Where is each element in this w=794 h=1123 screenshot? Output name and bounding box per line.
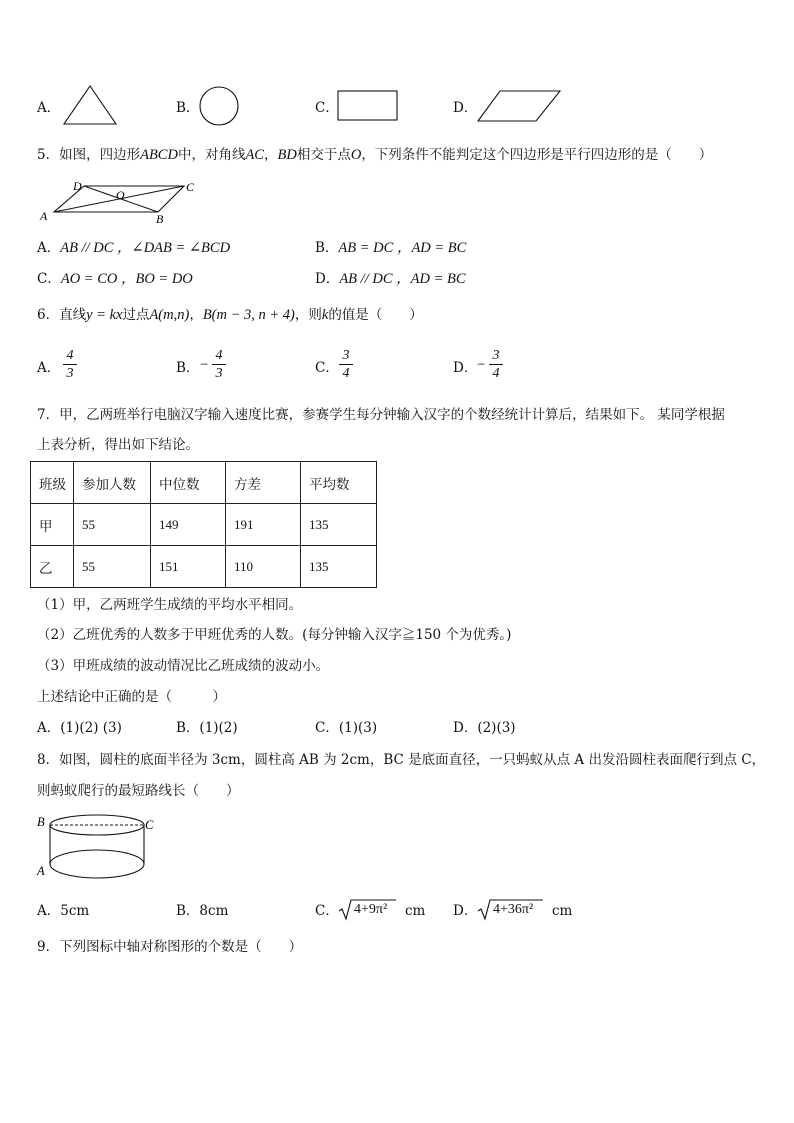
table-row bbox=[31, 504, 377, 546]
q5-ac: AC bbox=[245, 147, 264, 163]
q7-option-c-label: C． bbox=[315, 720, 339, 736]
q6-stem-text-2: 过点 bbox=[122, 307, 150, 323]
q8-option-a-text: 5cm bbox=[60, 903, 90, 919]
q7-option-c-text: (1)(3) bbox=[338, 720, 378, 736]
q9-stem: 9．下列图标中轴对称图形的个数是（ ） bbox=[37, 939, 303, 955]
table-cell: 149 bbox=[151, 504, 226, 546]
table-cell: 甲 bbox=[31, 504, 74, 546]
q8-option-b bbox=[176, 902, 228, 920]
q8-option-d-label: D． bbox=[453, 903, 478, 919]
table-cell: 55 bbox=[74, 504, 151, 546]
q5-bd: BD bbox=[277, 147, 297, 163]
q4-option-d-label: D． bbox=[453, 100, 478, 116]
q5-option-b-text: AB = DC ，AD = BC bbox=[338, 240, 467, 256]
q6-point-a: A(m,n) bbox=[149, 307, 190, 323]
q4-option-b-label: B． bbox=[176, 100, 200, 116]
q6-option-c-den: 4 bbox=[342, 366, 350, 381]
q6-option-c-fraction bbox=[339, 348, 353, 381]
q5-label-d: D bbox=[73, 179, 82, 193]
rectangle-figure bbox=[337, 90, 399, 122]
q6-stem-text: 6．直线 bbox=[37, 307, 87, 323]
table-header-cell: 班级 bbox=[31, 462, 74, 504]
table-header-cell: 平均数 bbox=[301, 462, 377, 504]
q6-equation: y = kx bbox=[86, 307, 123, 323]
q7-option-c bbox=[315, 719, 377, 737]
q6-point-b: B(m − 3, n + 4) bbox=[202, 307, 295, 323]
q6-option-d-sign: − bbox=[477, 357, 486, 373]
q8-label-c: C bbox=[145, 818, 154, 832]
q7-conclusion-2: （2）乙班优秀的人数多于甲班优秀的人数。(每分钟输入汉字≧150 个为优秀。) bbox=[37, 627, 512, 643]
q7-option-a-text: (1)(2) (3) bbox=[60, 720, 122, 736]
q5-option-a-label: A． bbox=[37, 240, 61, 256]
q7-conclusion-1: （1）甲，乙两班学生成绩的平均水平相同。 bbox=[37, 597, 303, 613]
q6-option-b-num: 4 bbox=[215, 348, 223, 363]
q6-option-b-den: 3 bbox=[215, 366, 223, 381]
q8-option-b-label: B． bbox=[176, 903, 200, 919]
table-header-cell: 方差 bbox=[226, 462, 301, 504]
q5-stem-text-4: ，下列条件不能判定这个四边形是平行四边形的是（ ） bbox=[361, 147, 713, 163]
table-cell: 55 bbox=[74, 546, 151, 588]
q6-stem bbox=[37, 306, 423, 324]
q5-abcd: ABCD bbox=[140, 147, 178, 163]
q7-option-b-text: (1)(2) bbox=[199, 720, 238, 736]
q8-option-d-radicand: 4+36π² bbox=[493, 902, 534, 917]
q5-label-o: O bbox=[116, 188, 125, 202]
q7-option-d bbox=[453, 719, 516, 737]
q5-label-c: C bbox=[186, 180, 195, 194]
q6-option-a-num: 4 bbox=[66, 348, 74, 363]
q7-question: 上述结论中正确的是（ ） bbox=[37, 689, 226, 705]
q5-sep: ， bbox=[263, 147, 278, 163]
q5-stem bbox=[37, 146, 712, 164]
q8-label-b: B bbox=[37, 815, 45, 829]
q6-option-a-fraction bbox=[63, 348, 77, 381]
q6-option-d-label: D． bbox=[453, 360, 478, 376]
q8-option-a-label: A． bbox=[37, 903, 61, 919]
q8-option-c-unit: cm bbox=[405, 903, 426, 919]
q6-option-d-den: 4 bbox=[492, 366, 500, 381]
q6-stem-text-3: ，则 bbox=[294, 307, 322, 323]
q7-option-a bbox=[37, 719, 122, 737]
q5-option-b bbox=[315, 239, 466, 257]
q5-option-d bbox=[315, 270, 466, 288]
q7-stem-line-2: 上表分析，得出如下结论。 bbox=[37, 437, 199, 453]
q6-sep: ， bbox=[189, 307, 203, 323]
q5-option-d-label: D． bbox=[315, 271, 340, 287]
q8-stem-line-1: 8．如图，圆柱的底面半径为 3cm，圆柱高 AB 为 2cm，BC 是底面直径，一只蚂蚁从点 A 出发沿圆柱表面爬行到点 C， bbox=[37, 752, 766, 768]
q8-option-c-label: C． bbox=[315, 903, 339, 919]
q8-option-d-unit: cm bbox=[552, 903, 573, 919]
q8-label-a: A bbox=[37, 864, 45, 878]
q5-option-c-label: C． bbox=[37, 271, 61, 287]
table-cell: 110 bbox=[226, 546, 301, 588]
table-header-cell: 中位数 bbox=[151, 462, 226, 504]
q5-o: O bbox=[350, 147, 362, 163]
q6-option-a-den: 3 bbox=[66, 366, 74, 381]
table-cell: 乙 bbox=[31, 546, 74, 588]
q6-option-b-label: B． bbox=[176, 360, 200, 376]
q7-option-b-label: B． bbox=[176, 720, 200, 736]
table-cell: 191 bbox=[226, 504, 301, 546]
q4-option-a-label: A． bbox=[37, 100, 61, 116]
q6-k: k bbox=[321, 307, 329, 323]
q7-option-d-text: (2)(3) bbox=[477, 720, 516, 736]
q5-stem-text: 5．如图，四边形 bbox=[37, 147, 141, 163]
q6-option-b-fraction bbox=[212, 348, 226, 381]
q7-option-a-label: A． bbox=[37, 720, 61, 736]
table-cell: 135 bbox=[301, 546, 377, 588]
q8-cylinder-diagram bbox=[36, 812, 160, 884]
q8-option-a bbox=[37, 902, 89, 920]
parallelogram-figure bbox=[476, 89, 562, 123]
q5-stem-text-2: 中，对角线 bbox=[177, 147, 246, 163]
q7-option-b bbox=[176, 719, 238, 737]
q5-label-b: B bbox=[156, 212, 164, 226]
q5-stem-text-3: 相交于点 bbox=[296, 147, 351, 163]
q5-option-a bbox=[37, 239, 230, 257]
q6-option-c-label: C． bbox=[315, 360, 339, 376]
circle-figure bbox=[198, 85, 242, 127]
q6-option-d-num: 3 bbox=[492, 348, 500, 363]
q5-label-a: A bbox=[40, 209, 48, 223]
q6-option-b-sign: − bbox=[200, 357, 209, 373]
q7-stats-table bbox=[30, 461, 377, 588]
table-cell: 135 bbox=[301, 504, 377, 546]
q6-option-a-label: A． bbox=[37, 360, 61, 376]
q5-parallelogram-diagram bbox=[36, 178, 200, 226]
q8-option-c-radicand: 4+9π² bbox=[354, 902, 388, 917]
table-cell: 151 bbox=[151, 546, 226, 588]
q5-option-b-label: B． bbox=[315, 240, 339, 256]
table-row bbox=[31, 546, 377, 588]
q4-option-c-label: C． bbox=[315, 100, 339, 116]
triangle-figure bbox=[62, 84, 118, 126]
table-header-row bbox=[31, 462, 377, 504]
q5-option-c bbox=[37, 270, 193, 288]
q5-option-a-text: AB // DC ，∠DAB = ∠BCD bbox=[60, 240, 231, 256]
q5-option-c-text: AO = CO ，BO = DO bbox=[60, 271, 193, 287]
table-header-cell: 参加人数 bbox=[74, 462, 151, 504]
q8-stem-line-2: 则蚂蚁爬行的最短路线长（ ） bbox=[37, 783, 240, 799]
q7-conclusion-3: （3）甲班成绩的波动情况比乙班成绩的波动小。 bbox=[37, 658, 330, 674]
q5-option-d-text: AB // DC ，AD = BC bbox=[339, 271, 466, 287]
q7-option-d-label: D． bbox=[453, 720, 478, 736]
q6-option-c-num: 3 bbox=[342, 348, 350, 363]
q7-stem-line-1: 7．甲，乙两班举行电脑汉字输入速度比赛，参赛学生每分钟输入汉字的个数经统计计算后，结果如下。 某同学根据 bbox=[37, 407, 725, 423]
q6-option-d-fraction bbox=[489, 348, 503, 381]
q6-stem-text-4: 的值是（ ） bbox=[328, 307, 423, 323]
q8-option-b-text: 8cm bbox=[199, 903, 229, 919]
